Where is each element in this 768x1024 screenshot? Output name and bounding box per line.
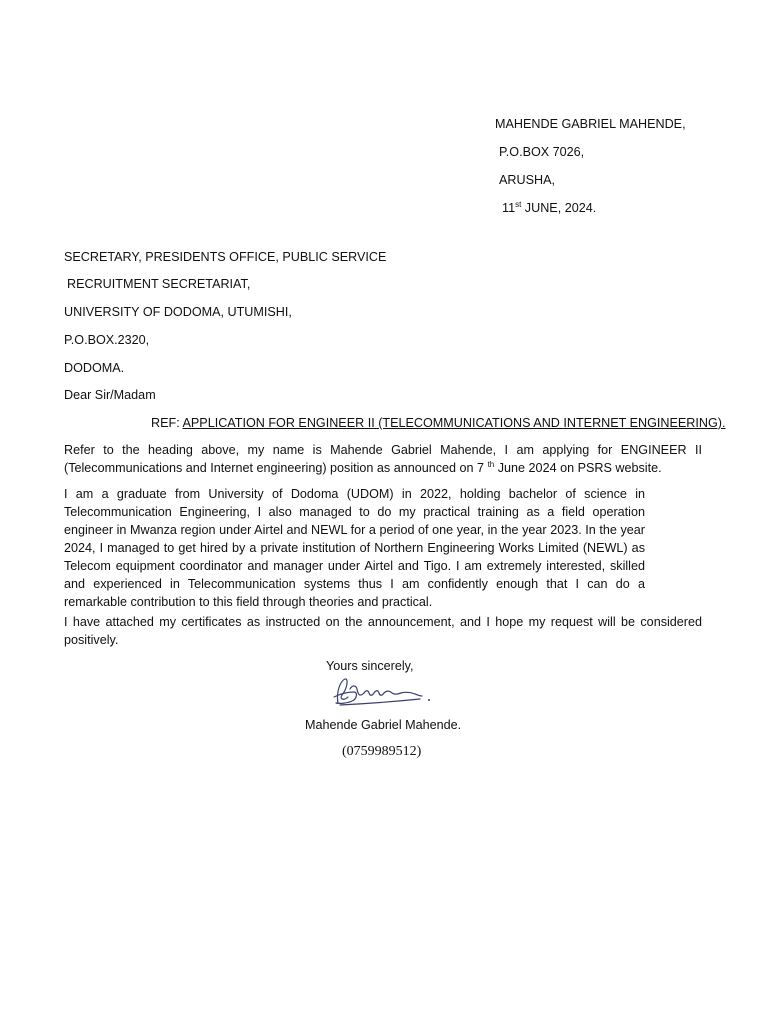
body-paragraph-1	[64, 441, 702, 477]
signer-name: Mahende Gabriel Mahende.	[305, 718, 462, 732]
body-paragraph-1-part2: June 2024 on PSRS website.	[494, 461, 662, 475]
date-suffix: st	[515, 199, 522, 209]
body-paragraph-2: I am a graduate from University of Dodoma (UDOM) in 2022, holding bachelor of science in Telecommunication Engineering, I also managed to do my practical training as a field operation engineer in Mwanza region under Airtel and NEWL for a period of one year, in the year 2023. In the year 2024, I managed to get hired by a private institution of Northern Engineering Works Limited (NEWL) as Telecom equipment coordinator and manager under Airtel and Tigo. I am extremely interested, skilled and experienced in Telecommunication systems thus I am confidently enough that I can do a remarkable contribution to this field through theories and practical.	[64, 487, 645, 609]
valediction: Yours sincerely,	[326, 659, 414, 673]
recipient-line-4: P.O.BOX.2320,	[64, 333, 150, 347]
recipient-line-5: DODOMA.	[64, 361, 125, 375]
date-rest: JUNE, 2024.	[521, 201, 597, 215]
recipient-line-1: SECRETARY, PRESIDENTS OFFICE, PUBLIC SERVICE	[64, 250, 387, 264]
sender-name: MAHENDE GABRIEL MAHENDE,	[495, 117, 686, 131]
reference-prefix: REF:	[151, 416, 183, 430]
reference-title: APPLICATION FOR ENGINEER II (TELECOMMUNICATIONS AND INTERNET ENGINEERING).	[182, 416, 726, 430]
body-paragraph-3: I have attached my certificates as instructed on the announcement, and I hope my request will be considered positively.	[64, 615, 702, 647]
salutation: Dear Sir/Madam	[64, 388, 156, 402]
sender-city: ARUSHA,	[499, 173, 555, 187]
date-day: 11	[502, 201, 516, 215]
letter-date	[502, 200, 596, 216]
signature-icon	[330, 675, 435, 711]
sender-po-box: P.O.BOX 7026,	[499, 145, 585, 159]
recipient-line-3: UNIVERSITY OF DODOMA, UTUMISHI,	[64, 305, 292, 319]
body-paragraph-1-sup: th	[487, 459, 495, 469]
recipient-line-2: RECRUITMENT SECRETARIAT,	[67, 277, 251, 291]
reference-line	[151, 415, 726, 431]
signer-phone: (0759989512)	[342, 744, 422, 759]
body-paragraph-1-part1: Refer to the heading above, my name is Mahende Gabriel Mahende, I am applying for ENGINEER II (Telecommunications and Internet engineering) position as announced on 7	[64, 443, 702, 475]
